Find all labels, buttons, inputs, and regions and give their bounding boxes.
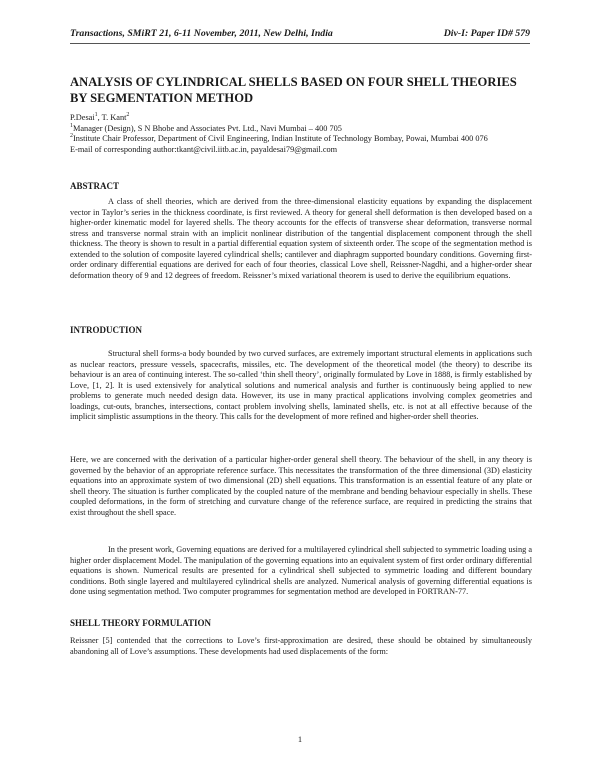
affiliation-1-text: Manager (Design), S N Bhobe and Associates Pvt. Ltd., Navi Mumbai – 400 705	[73, 123, 342, 133]
introduction-paragraph-2: Here, we are concerned with the derivation of a particular higher-order general shell theory. The behaviour of the shell, in any theory is governed by the behavior of an appropriate reference surface. This necessitates the transformation of the three dimensional (3D) elasticity equations into an approximate system of two dimensional (2D) shell equations. This transformation is an essential feature of any plate or shell theory. The situation is further complicated by the coupled nature of the membrane and bending behaviour especially in shells. These coupled deformations, in the form of stretching and curvature change of the reference surface, are required in predicting the strains that exist throughout the shell space.	[70, 455, 532, 517]
author-1-sup: 1	[94, 112, 98, 118]
corresponding-email: E-mail of corresponding author:tkant@civil.iitb.ac.in, payaldesai79@gmail.com	[70, 144, 338, 154]
introduction-heading: INTRODUCTION	[70, 325, 143, 335]
affiliation-1	[70, 124, 532, 135]
running-header-left: Transactions, SMiRT 21, 6-11 November, 2011, New Delhi, India	[70, 28, 333, 39]
author-block	[70, 113, 532, 155]
introduction-paragraph-3: In the present work, Governing equations are derived for a multilayered cylindrical shell subjected to symmetric loading using a higher order displacement Model. The manipulation of the governing equations into an equivalent system of first order ordinary differential equations is shown. Numerical results are presented for a cylindrical shell subjected to symmetric loading and different boundary conditions. Both single layered and multilayered cylindrical shells are analyzed. Numerical analysis of governing differential equations is done using segmentation method. Two computer programmes for segmentation method are developed in FORTRAN-77.	[70, 545, 532, 597]
header-rule	[70, 43, 530, 44]
paper-title: ANALYSIS OF CYLINDRICAL SHELLS BASED ON FOUR SHELL THEORIES BY SEGMENTATION METHOD	[70, 75, 517, 105]
affiliation-2-sup: 2	[70, 133, 73, 139]
introduction-paragraph-1: Structural shell forms-a body bounded by two curved surfaces, are extremely important structural elements in applications such as nuclear reactors, pressure vessels, spacecrafts, missiles, etc. The development of the theoretical model (the theory) to describe its behaviour is an area of continuing interest. The so-called ‘thin shell theory’, originally formulated by Love in 1888, is firmly established by Love, [1, 2]. It is used extensively for analytical solutions and numerical analysis and further is continuously being applied to new problems to generate much needed design data. However, its use in many practical applications involving complex geometries and loadings, cut-outs, branches, intersections, contact problem involving shells, laminated shells, etc. is not at all effective because of the implicit simplistic assumptions in the theory. This calls for the development of more refined and higher-order shell theories.	[70, 349, 532, 422]
abstract-heading: ABSTRACT	[70, 181, 120, 191]
affiliation-2	[70, 134, 532, 145]
page-number: 1	[297, 734, 303, 744]
author-line	[70, 113, 532, 124]
author-separator: ,	[97, 113, 102, 122]
affiliation-2-text: Institute Chair Professor, Department of Civil Engineering, Indian Institute of Technology Bombay, Powai, Mumbai 400 076	[73, 134, 488, 143]
abstract-text: A class of shell theories, which are derived from the three-dimensional elasticity equations by expanding the displacement vector in Taylor’s series in the thickness coordinate, is first reviewed. A theory for general shell deformation is then developed based on a higher-order kinematic model for layered shells. The theory accounts for the effects of transverse shear deformation, transverse normal stress and transverse normal strain with an implicit nonlinear distribution of the tangential displacement component through the shell thickness. The theory is shown to result in a partial differential equation system of sixteenth order. The scope of the segmentation method is extended to the solution of composite layered cylindrical shells; cantilever and diaphragm supported boundary conditions. Governing first-order ordinary differential equations are derived for each of four theories, classical Love shell, Reissner-Nagdhi, and a higher-order shear deformation theory of 9 and 12 degrees of freedom. Reissner’s mixed variational theorem is used to derive the equilibrium equations.	[70, 197, 532, 280]
affiliation-1-sup: 1	[70, 122, 73, 129]
author-2: T. Kant	[101, 113, 127, 122]
author-1: P.Desai	[70, 113, 95, 122]
running-header-right: Div-I: Paper ID# 579	[443, 28, 530, 39]
formulation-text: Reissner [5] contended that the corrections to Love’s first-approximation are desired, these should be obtained by simultaneously abandoning all of Love’s assumptions. These developments had used displacements of the form:	[70, 636, 532, 656]
author-2-sup: 2	[126, 112, 130, 118]
formulation-heading: SHELL THEORY FORMULATION	[70, 618, 212, 628]
